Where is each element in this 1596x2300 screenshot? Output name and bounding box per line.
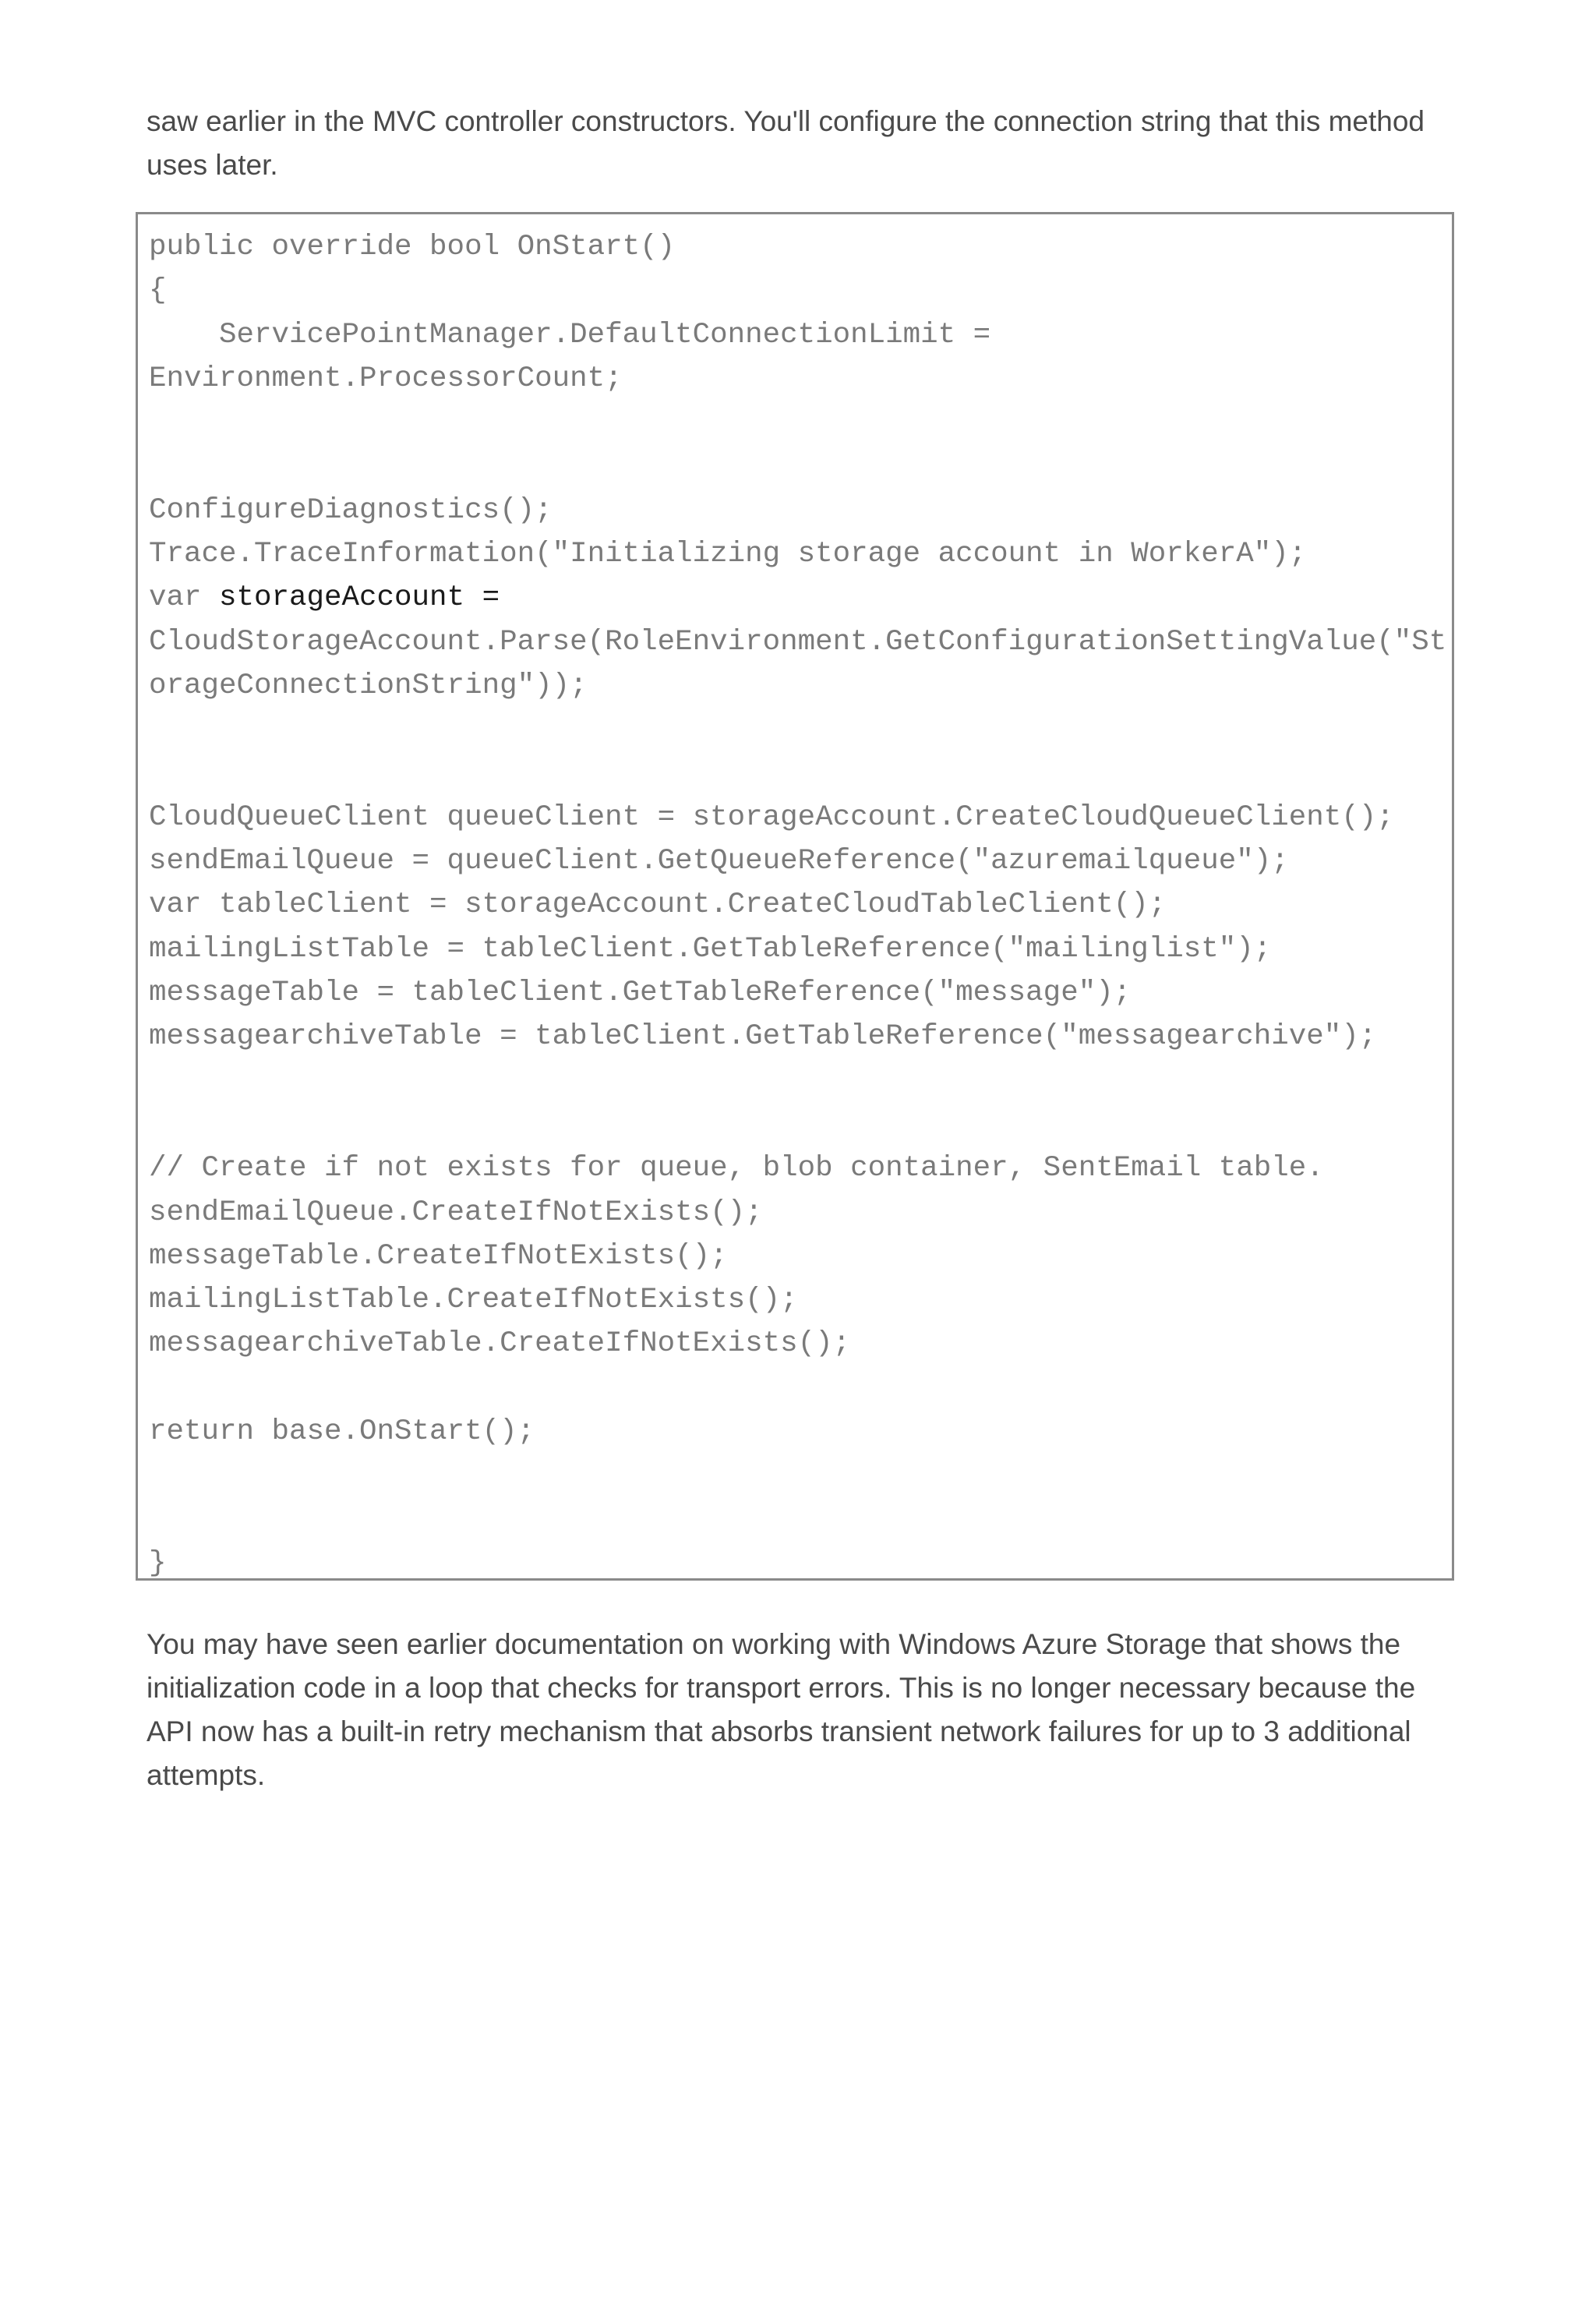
code-line: [149, 1454, 1444, 1497]
code-line: [149, 708, 1444, 751]
code-line: messageTable.CreateIfNotExists();: [149, 1239, 728, 1273]
code-line: {: [149, 274, 167, 308]
code-line: mailingListTable = tableClient.GetTableReference("mailinglist");: [149, 932, 1272, 966]
code-line: sendEmailQueue.CreateIfNotExists();: [149, 1196, 763, 1229]
code-lines: [149, 225, 1447, 1585]
code-line: [149, 1366, 1444, 1410]
code-line: messageTable = tableClient.GetTableReference("message");: [149, 977, 1132, 1010]
code-line: Environment.ProcessorCount;: [149, 362, 623, 395]
code-line: // Create if not exists for queue, blob container, SentEmail table.: [149, 1152, 1324, 1185]
code-line: [149, 401, 1444, 444]
code-line: messagearchiveTable = tableClient.GetTableReference("messagearchive");: [149, 1020, 1377, 1054]
code-line: mailingListTable.CreateIfNotExists();: [149, 1284, 798, 1317]
code-line: CloudStorageAccount.Parse(RoleEnvironment.GetConfigurationSettingValue("St: [149, 625, 1447, 659]
code-line: Trace.TraceInformation("Initializing storage account in WorkerA");: [149, 538, 1307, 571]
code-line: var tableClient = storageAccount.CreateCloudTableClient();: [149, 889, 1167, 922]
code-line: [149, 752, 1444, 796]
code-line: messagearchiveTable.CreateIfNotExists();: [149, 1327, 851, 1361]
code-line: [149, 1059, 1444, 1103]
code-line: public override bool OnStart(): [149, 231, 676, 263]
code-line: CloudQueueClient queueClient = storageAccount.CreateCloudQueueClient();: [149, 800, 1394, 834]
code-line: }: [149, 1546, 167, 1580]
code-line: var storageAccount =: [149, 581, 500, 615]
code-line: [149, 444, 1444, 488]
code-line: [149, 1103, 1444, 1146]
code-line: ConfigureDiagnostics();: [149, 493, 553, 527]
code-line: sendEmailQueue = queueClient.GetQueueReference("azuremailqueue");: [149, 845, 1289, 878]
code-line: ServicePointManager.DefaultConnectionLimit =: [149, 318, 991, 352]
closing-paragraph: You may have seen earlier documentation on working with Windows Azure Storage that shows the initialization code in a loop that checks for transport errors. This is no longer necessary because the API now has a built-in retry mechanism that absorbs transient network failures for up to 3 additional attempts.: [147, 1628, 1416, 1791]
intro-paragraph: saw earlier in the MVC controller constructors. You'll configure the connection string that this method uses later.: [147, 105, 1425, 181]
code-block: [136, 212, 1454, 1581]
code-line: return base.OnStart();: [149, 1415, 535, 1449]
code-line: orageConnectionString"));: [149, 669, 588, 702]
code-line: [149, 1498, 1444, 1542]
